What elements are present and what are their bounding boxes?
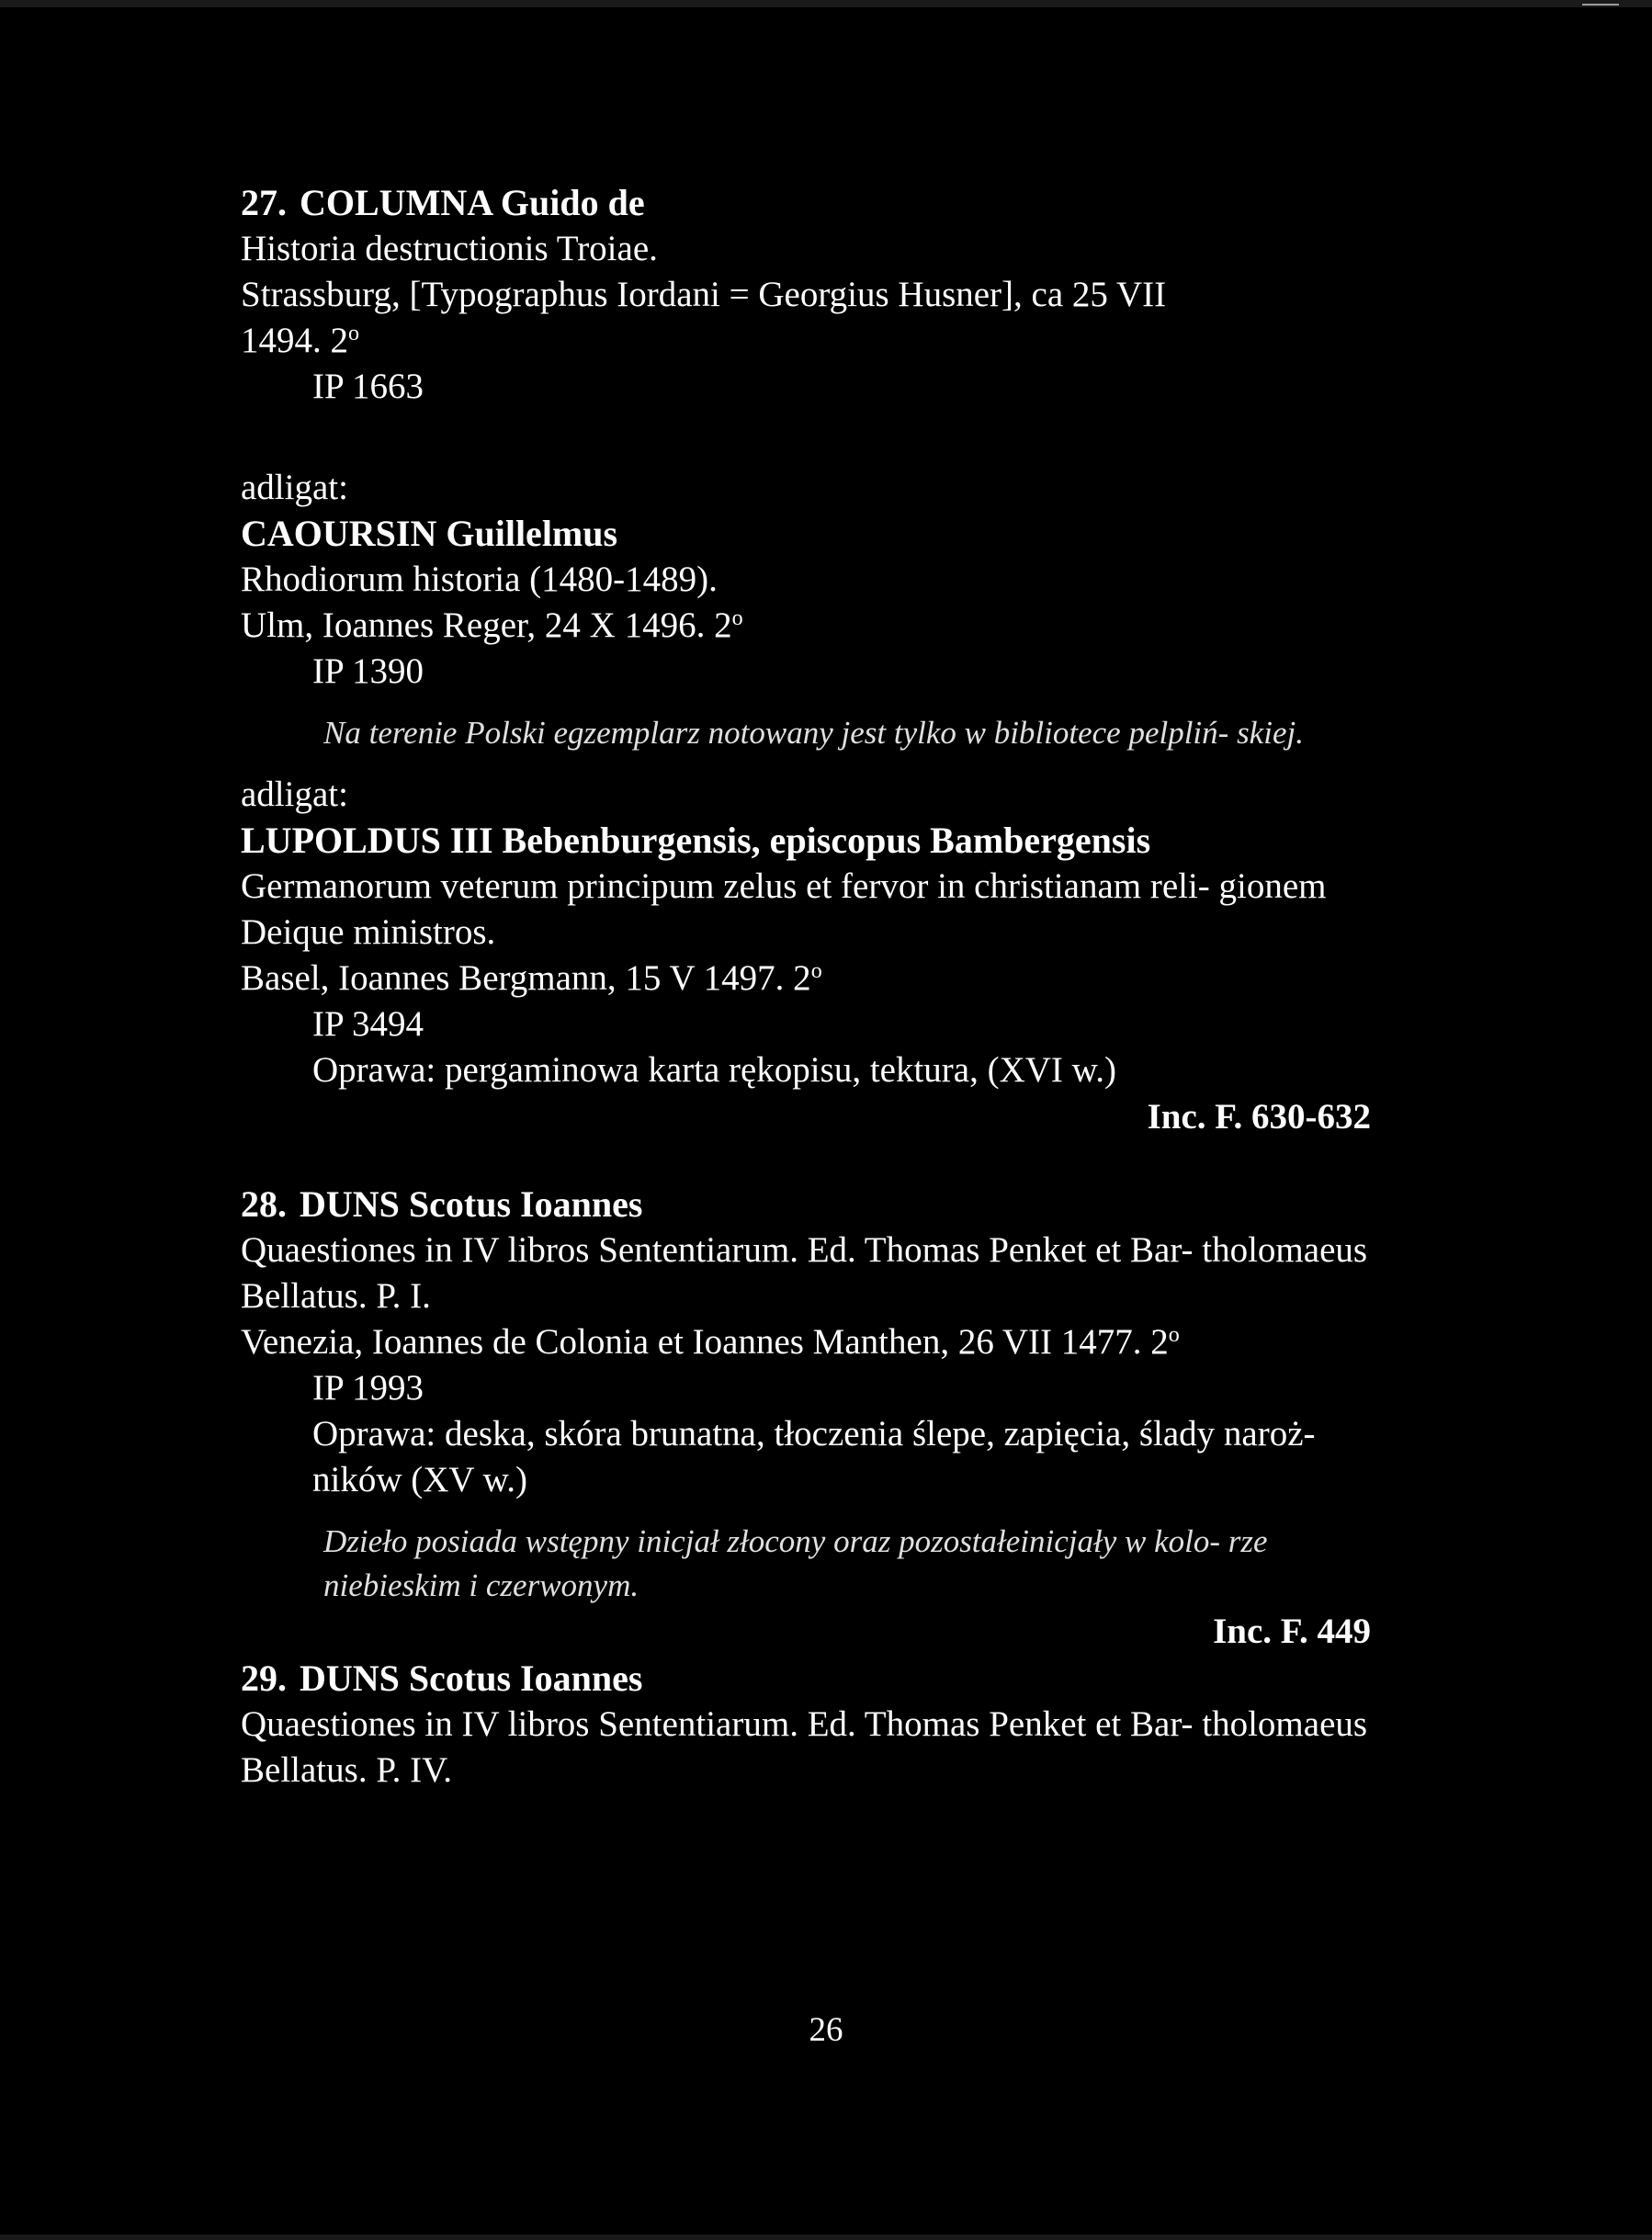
format-mark: o [348, 322, 359, 345]
adligat-title: Rhodiorum historia (1480-1489). [241, 560, 718, 599]
author-name: COLUMNA Guido de [300, 182, 645, 223]
shelfmark: Inc. F. 449 [1213, 1612, 1371, 1651]
adligat-imprint: Basel, Ioannes Bergmann, 15 V 1497. 2$^o$ [241, 958, 822, 998]
entry-note: Dzieło posiada wstępny inicjał złocony oraz pozostałeinicjały w kolo- rze niebieskim i czerwonym. [323, 1523, 1268, 1603]
adligat-label: adligat: [241, 468, 348, 507]
entry-number: 27. [241, 182, 287, 223]
author-name: DUNS Scotus Ioannes [300, 1657, 643, 1699]
binding-description: Oprawa: pergaminowa karta rękopisu, tektura, (XVI w.) [312, 1050, 1117, 1090]
shelfmark: Inc. F. 630-632 [1147, 1097, 1371, 1137]
entry-heading [241, 180, 1398, 226]
entry-number: 28. [241, 1183, 287, 1225]
format-mark: o [810, 959, 822, 983]
adligat-heading: LUPOLDUS III Bebenburgensis, episcopus Bambergensis [241, 820, 1151, 861]
adligat-label: adligat: [241, 775, 348, 814]
entry-heading [241, 1656, 1398, 1702]
entry-imprint-cont: 1494. 2$^o$ [241, 321, 359, 360]
ip-reference: IP 1993 [312, 1368, 424, 1408]
adligat-heading: CAOURSIN Guillelmus [241, 513, 618, 554]
entry-imprint: Strassburg, [Typographus Iordani = Georgius Husner], ca 25 VII [241, 275, 1167, 314]
format-mark: o [731, 606, 743, 630]
top-edge [0, 0, 1652, 7]
entry-27 [241, 180, 1398, 1141]
format-mark: o [1168, 1323, 1180, 1347]
catalog-page [241, 180, 1398, 1793]
entry-note: Na terenie Polski egzemplarz notowany jest tylko w bibliotece pelpliń- skiej. [323, 715, 1304, 751]
entry-29 [241, 1656, 1398, 1793]
entry-number: 29. [241, 1657, 287, 1699]
author-name: DUNS Scotus Ioannes [300, 1183, 643, 1225]
entry-title: Quaestiones in IV libros Sententiarum. Ed. Thomas Penket et Bar- tholomaeus Bellatus. P. I. [241, 1230, 1368, 1316]
entry-28 [241, 1182, 1398, 1656]
binding-description: Oprawa: deska, skóra brunatna, tłoczenia ślepe, zapięcia, ślady naroż- ników (XV w.) [312, 1414, 1316, 1499]
page-number: 26 [809, 2011, 843, 2049]
top-edge-mark [1582, 4, 1619, 6]
adligat-imprint: Ulm, Ioannes Reger, 24 X 1496. 2$^o$ [241, 605, 743, 645]
entry-title: Quaestiones in IV libros Sententiarum. Ed. Thomas Penket et Bar- tholomaeus Bellatus. P. IV. [241, 1704, 1368, 1790]
bottom-edge [0, 2234, 1652, 2240]
ip-reference: IP 3494 [312, 1004, 424, 1044]
ip-reference: IP 1663 [312, 367, 424, 406]
adligat-title: Germanorum veterum principum zelus et fervor in christianam reli- gionem Deique ministros. [241, 866, 1327, 952]
entry-title: Historia destructionis Troiae. [241, 229, 658, 268]
entry-heading [241, 1182, 1398, 1227]
ip-reference: IP 1390 [312, 651, 424, 691]
entry-imprint: Venezia, Ioannes de Colonia et Ioannes Manthen, 26 VII 1477. 2$^o$ [241, 1322, 1180, 1362]
